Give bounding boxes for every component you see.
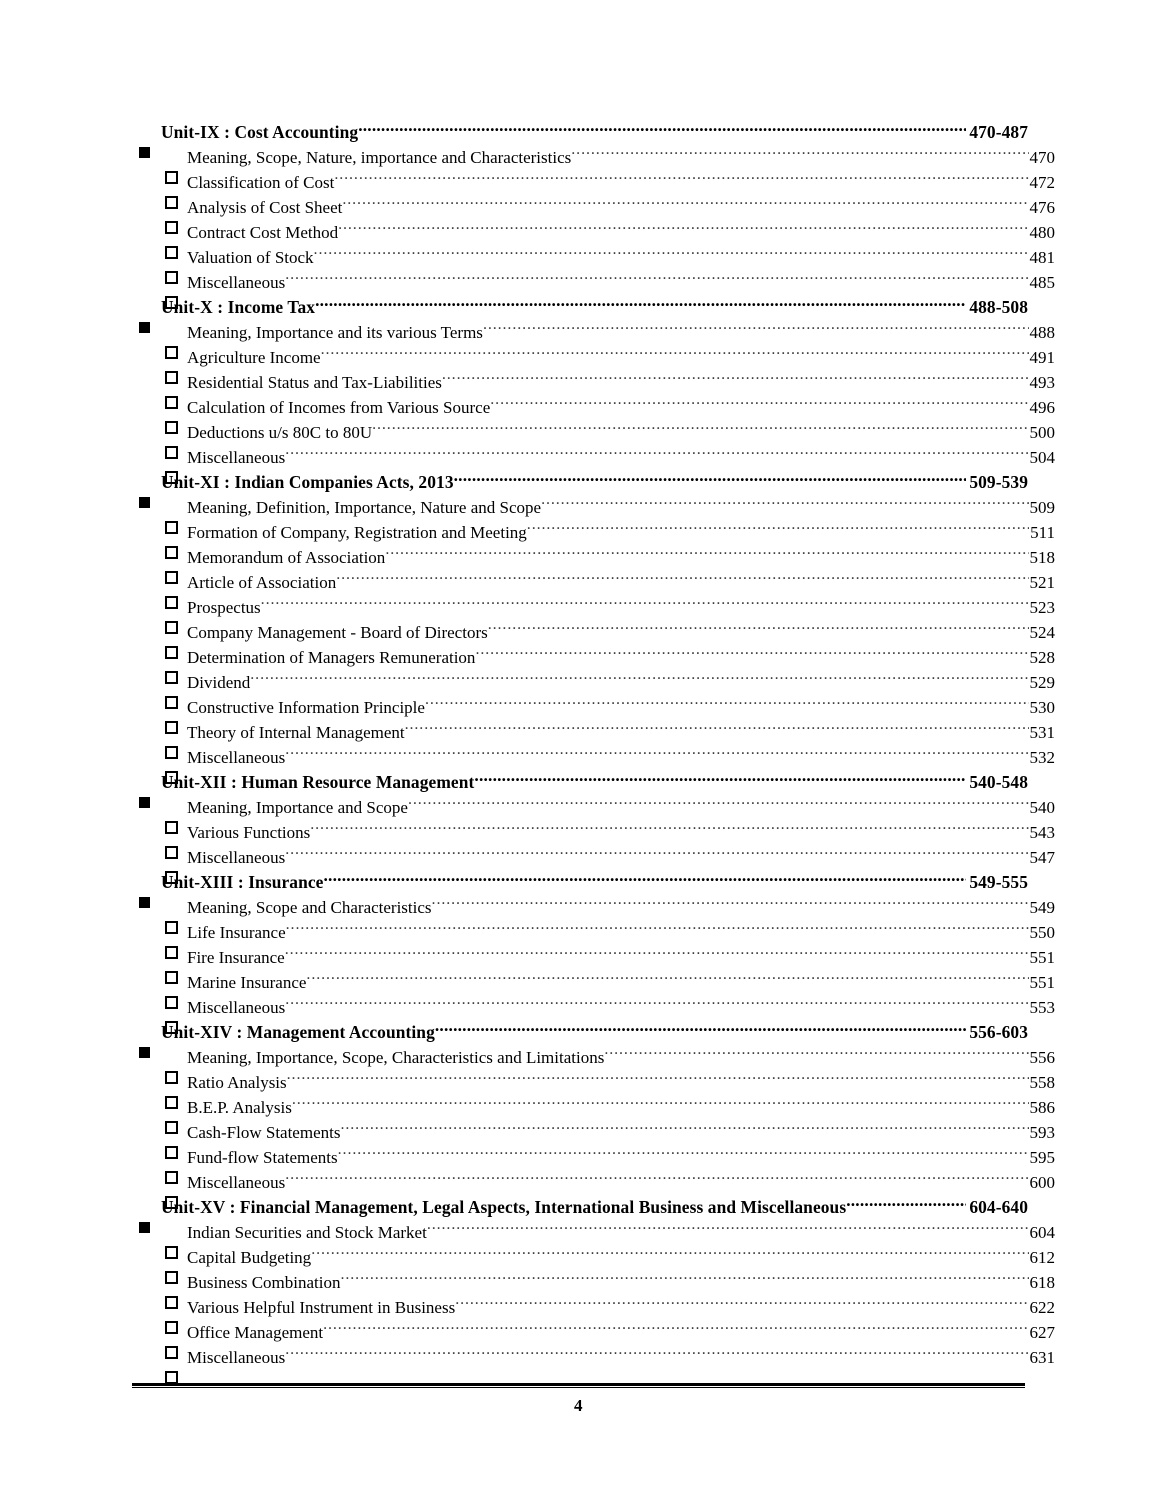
dot-leader [571,138,1028,163]
dot-leader [427,1213,1029,1238]
dot-leader [285,838,1028,863]
table-of-contents [138,113,1055,1367]
dot-leader [315,288,966,313]
dot-leader [846,1188,966,1213]
dot-leader [442,363,1029,388]
toc-topic-title: Life Insurance [187,923,286,942]
toc-topic-page: 593 [1029,1123,1055,1142]
toc-topic-title: Capital Budgeting [187,1248,312,1267]
dot-leader [358,113,966,138]
toc-topic-title: Cash-Flow Statements [187,1123,341,1142]
toc-topic-title: Analysis of Cost Sheet [187,198,343,217]
dot-leader [285,438,1028,463]
page-number: 4 [574,1396,583,1415]
toc-topic-page: 504 [1029,448,1055,467]
dot-leader [405,713,1029,738]
dot-leader [323,1313,1028,1338]
toc-unit-page-range: 549-555 [969,872,1028,892]
toc-topic-title: Contract Cost Method [187,223,339,242]
toc-topic-page: 493 [1029,373,1055,392]
dot-leader [286,913,1029,938]
toc-topic-page: 530 [1029,698,1055,717]
toc-topic-page: 627 [1029,1323,1055,1342]
toc-topic-page: 600 [1029,1173,1055,1192]
dot-leader [324,863,967,888]
dot-leader [372,413,1028,438]
toc-topic-page: 476 [1029,198,1055,217]
toc-topic-title: Meaning, Scope, Nature, importance and Characteristics [187,148,572,167]
toc-topic-page: 531 [1029,723,1055,742]
toc-unit-page-range: 470-487 [969,122,1028,142]
dot-leader [475,638,1028,663]
toc-topic-title: B.E.P. Analysis [187,1098,292,1117]
toc-unit-page-range: 604-640 [969,1197,1028,1217]
toc-topic-page: 491 [1029,348,1055,367]
toc-topic-row[interactable] [138,613,1055,642]
toc-unit-page-range: 488-508 [969,297,1028,317]
dot-leader [490,388,1028,413]
toc-topic-title: Various Functions [187,823,311,842]
toc-topic-page: 586 [1029,1098,1055,1117]
toc-topic-title: Dividend [187,673,251,692]
toc-topic-title: Meaning, Importance and Scope [187,798,408,817]
toc-topic-title: Ratio Analysis [187,1073,287,1092]
dot-leader [408,788,1029,813]
dot-leader [285,1338,1028,1363]
toc-topic-page: 558 [1029,1073,1055,1092]
toc-topic-page: 472 [1029,173,1055,192]
dot-leader [287,1063,1029,1088]
toc-unit-page-range: 509-539 [969,472,1028,492]
toc-topic-title: Memorandum of Association [187,548,386,567]
toc-unit-title: Unit-XIII : Insurance [161,872,324,892]
toc-topic-page: 480 [1029,223,1055,242]
toc-topic-page: 481 [1029,248,1055,267]
toc-topic-page: 553 [1029,998,1055,1017]
dot-leader [321,338,1029,363]
dot-leader [285,263,1028,288]
dot-leader [340,1263,1028,1288]
toc-topic-title: Marine Insurance [187,973,307,992]
dot-leader [261,588,1029,613]
toc-topic-page: 488 [1029,323,1055,342]
dot-leader [310,813,1028,838]
toc-topic-page: 532 [1029,748,1055,767]
toc-topic-title: Classification of Cost [187,173,335,192]
toc-topic-title: Meaning, Scope and Characteristics [187,898,432,917]
dot-leader [338,213,1028,238]
toc-topic-page: 631 [1029,1348,1055,1367]
toc-topic-title: Company Management - Board of Directors [187,623,488,642]
dot-leader [455,1288,1028,1313]
toc-topic-title: Business Combination [187,1273,341,1292]
toc-topic-title: Miscellaneous [187,848,286,867]
toc-topic-title: Miscellaneous [187,998,286,1017]
toc-unit-page-range: 556-603 [969,1022,1028,1042]
toc-topic-page: 529 [1029,673,1055,692]
toc-topic-title: Determination of Managers Remuneration [187,648,476,667]
toc-unit-title: Unit-IX : Cost Accounting [161,122,359,142]
toc-topic-title: Fire Insurance [187,948,285,967]
toc-topic-row[interactable] [138,588,1055,617]
toc-topic-page: 612 [1029,1248,1055,1267]
toc-topic-page: 622 [1029,1298,1055,1317]
dot-leader [336,563,1028,588]
dot-leader [385,538,1028,563]
toc-topic-title: Indian Securities and Stock Market [187,1223,427,1242]
toc-topic-page: 511 [1030,523,1055,542]
toc-unit-title: Unit-XV : Financial Management, Legal Aspects, International Business and Miscellaneous [161,1197,847,1217]
toc-topic-title: Miscellaneous [187,448,286,467]
toc-topic-page: 528 [1029,648,1055,667]
toc-topic-page: 551 [1029,948,1055,967]
toc-topic-title: Various Helpful Instrument in Business [187,1298,456,1317]
dot-leader [285,988,1028,1013]
dot-leader [285,1163,1028,1188]
dot-leader [314,238,1029,263]
toc-topic-page: 496 [1029,398,1055,417]
toc-topic-title: Constructive Information Principle [187,698,425,717]
toc-topic-title: Calculation of Incomes from Various Source [187,398,491,417]
dot-leader [306,963,1028,988]
toc-topic-page: 550 [1029,923,1055,942]
toc-topic-page: 540 [1029,798,1055,817]
toc-topic-title: Miscellaneous [187,273,286,292]
dot-leader [250,663,1028,688]
toc-topic-page: 547 [1029,848,1055,867]
toc-topic-page: 543 [1029,823,1055,842]
dot-leader [285,738,1028,763]
toc-topic-title: Theory of Internal Management [187,723,405,742]
toc-topic-page: 470 [1029,148,1055,167]
toc-topic-title: Residential Status and Tax-Liabilities [187,373,442,392]
dot-leader [334,163,1028,188]
dot-leader [432,888,1029,913]
toc-topic-page: 485 [1029,273,1055,292]
toc-topic-title: Miscellaneous [187,748,286,767]
toc-topic-title: Miscellaneous [187,1348,286,1367]
toc-topic-page: 500 [1029,423,1055,442]
dot-leader [483,313,1029,338]
toc-topic-page: 604 [1029,1223,1055,1242]
toc-topic-title: Valuation of Stock [187,248,314,267]
dot-leader [292,1088,1029,1113]
toc-topic-page: 556 [1029,1048,1055,1067]
toc-topic-title: Office Management [187,1323,324,1342]
toc-topic-page: 509 [1029,498,1055,517]
toc-topic-title: Article of Association [187,573,337,592]
toc-unit-row[interactable] [138,113,1028,142]
toc-topic-page: 521 [1029,573,1055,592]
dot-leader [435,1013,966,1038]
toc-topic-title: Meaning, Importance and its various Terms [187,323,483,342]
dot-leader [474,763,966,788]
footer-rule-thin [132,1387,1025,1388]
dot-leader [454,463,967,488]
dot-leader [488,613,1029,638]
toc-unit-title: Unit-X : Income Tax [161,297,316,317]
dot-leader [425,688,1029,713]
toc-topic-title: Prospectus [187,598,261,617]
dot-leader [338,1138,1029,1163]
toc-unit-title: Unit-XI : Indian Companies Acts, 2013 [161,472,454,492]
toc-topic-title: Formation of Company, Registration and Meeting [187,523,527,542]
toc-topic-title: Meaning, Definition, Importance, Nature and Scope [187,498,542,517]
toc-topic-row[interactable] [138,688,1055,717]
dot-leader [342,188,1028,213]
dot-leader [340,1113,1028,1138]
toc-topic-row[interactable] [138,663,1055,692]
toc-unit-title: Unit-XIV : Management Accounting [161,1022,435,1042]
toc-topic-title: Fund-flow Statements [187,1148,338,1167]
toc-topic-title: Agriculture Income [187,348,321,367]
dot-leader [311,1238,1028,1263]
toc-unit-title: Unit-XII : Human Resource Management [161,772,475,792]
toc-topic-title: Deductions u/s 80C to 80U [187,423,373,442]
dot-leader [285,938,1029,963]
toc-topic-page: 518 [1029,548,1055,567]
dot-leader [604,1038,1028,1063]
toc-topic-title: Meaning, Importance, Scope, Characteristics and Limitations [187,1048,605,1067]
page-footer [132,1383,1025,1416]
toc-topic-page: 523 [1029,598,1055,617]
dot-leader [541,488,1028,513]
toc-topic-page: 618 [1029,1273,1055,1292]
toc-topic-page: 524 [1029,623,1055,642]
toc-topic-page: 549 [1029,898,1055,917]
toc-topic-title: Miscellaneous [187,1173,286,1192]
toc-topic-page: 595 [1029,1148,1055,1167]
toc-topic-page: 551 [1029,973,1055,992]
toc-unit-page-range: 540-548 [969,772,1028,792]
dot-leader [527,513,1029,538]
